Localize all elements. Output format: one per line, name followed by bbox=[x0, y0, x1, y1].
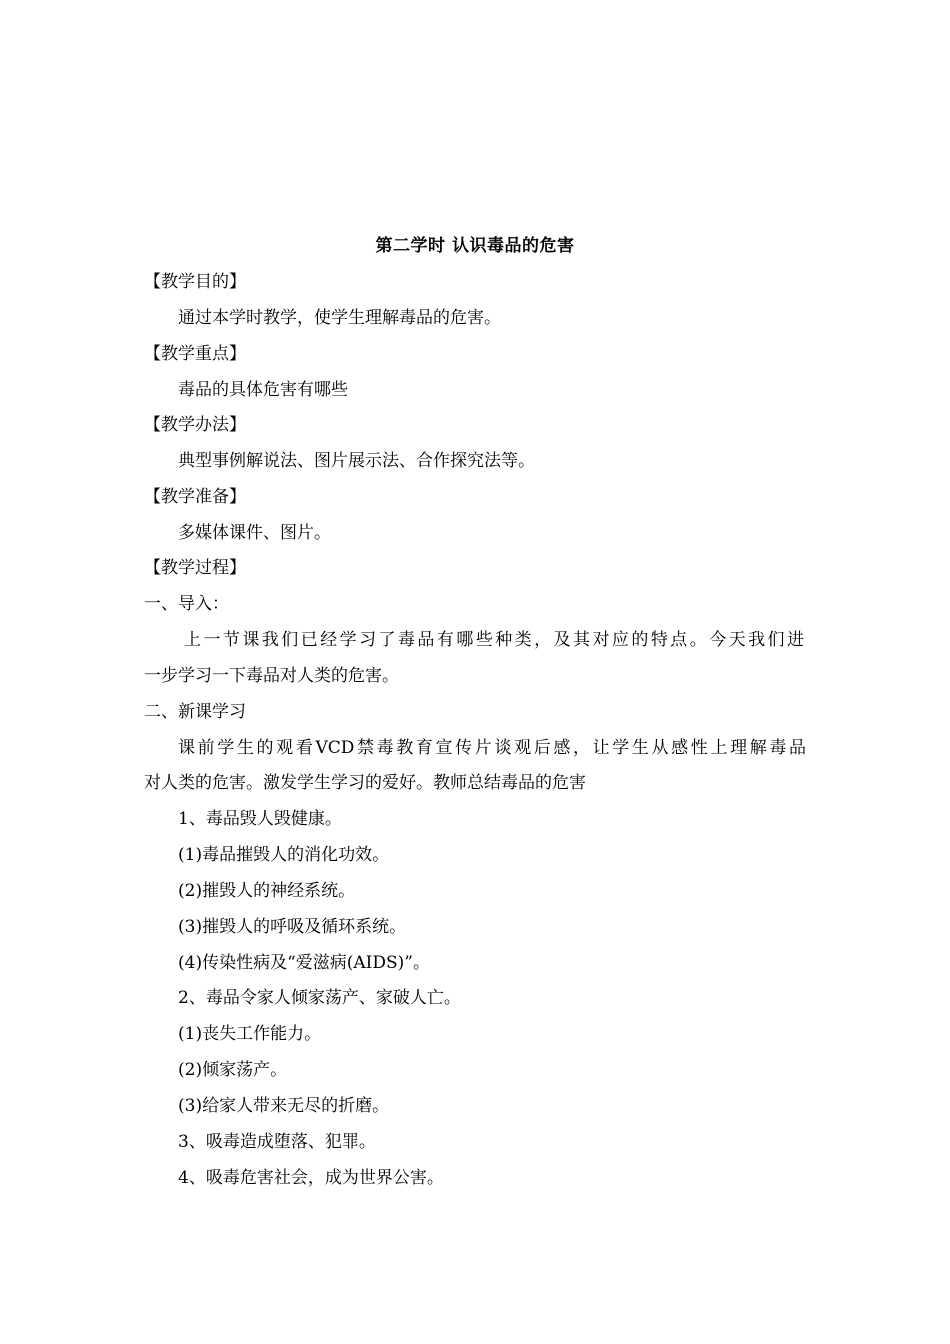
objective-heading: 【教学目的】 bbox=[144, 272, 246, 292]
list-item: (1)毒品摧毁人的消化功效。 bbox=[178, 845, 390, 865]
intro-paragraph-line: 一步学习一下毒品对人类的危害。 bbox=[144, 666, 399, 686]
prep-heading: 【教学准备】 bbox=[144, 487, 246, 507]
list-item: (2)摧毁人的神经系统。 bbox=[178, 881, 356, 901]
focus-heading: 【教学重点】 bbox=[144, 344, 246, 364]
method-heading: 【教学办法】 bbox=[144, 415, 246, 435]
list-item: (1)丧失工作能力。 bbox=[178, 1024, 322, 1044]
list-item: (2)倾家荡产。 bbox=[178, 1060, 288, 1080]
list-item: (3)给家人带来无尽的折磨。 bbox=[178, 1096, 390, 1116]
method-text: 典型事例解说法、图片展示法、合作探究法等。 bbox=[178, 451, 535, 471]
list-item: 1、毒品毁人毁健康。 bbox=[178, 809, 342, 829]
document-title: 第二学时 认识毒品的危害 bbox=[375, 236, 575, 256]
prep-text: 多媒体课件、图片。 bbox=[178, 523, 331, 543]
process-heading: 【教学过程】 bbox=[144, 558, 246, 578]
intro-heading: 一、导入： bbox=[144, 594, 229, 614]
new-lesson-paragraph-line: 对人类的危害。激发学生学习的爱好。教师总结毒品的危害 bbox=[144, 773, 586, 793]
list-item: 2、毒品令家人倾家荡产、家破人亡。 bbox=[178, 988, 461, 1008]
focus-text: 毒品的具体危害有哪些 bbox=[178, 380, 348, 400]
new-lesson-paragraph-line: 课前学生的观看VCD禁毒教育宣传片谈观后感，让学生从感性上理解毒品 bbox=[178, 738, 806, 758]
list-item: (3)摧毁人的呼吸及循环系统。 bbox=[178, 917, 407, 937]
list-item: 3、吸毒造成堕落、犯罪。 bbox=[178, 1132, 376, 1152]
intro-paragraph-line: 上一节课我们已经学习了毒品有哪些种类，及其对应的特点。今天我们进 bbox=[184, 630, 804, 650]
list-item: 4、吸毒危害社会，成为世界公害。 bbox=[178, 1168, 444, 1188]
new-lesson-heading: 二、新课学习 bbox=[144, 702, 246, 722]
list-item: (4)传染性病及“爱滋病(AIDS)”。 bbox=[178, 953, 430, 973]
objective-text: 通过本学时教学，使学生理解毒品的危害。 bbox=[178, 308, 501, 328]
